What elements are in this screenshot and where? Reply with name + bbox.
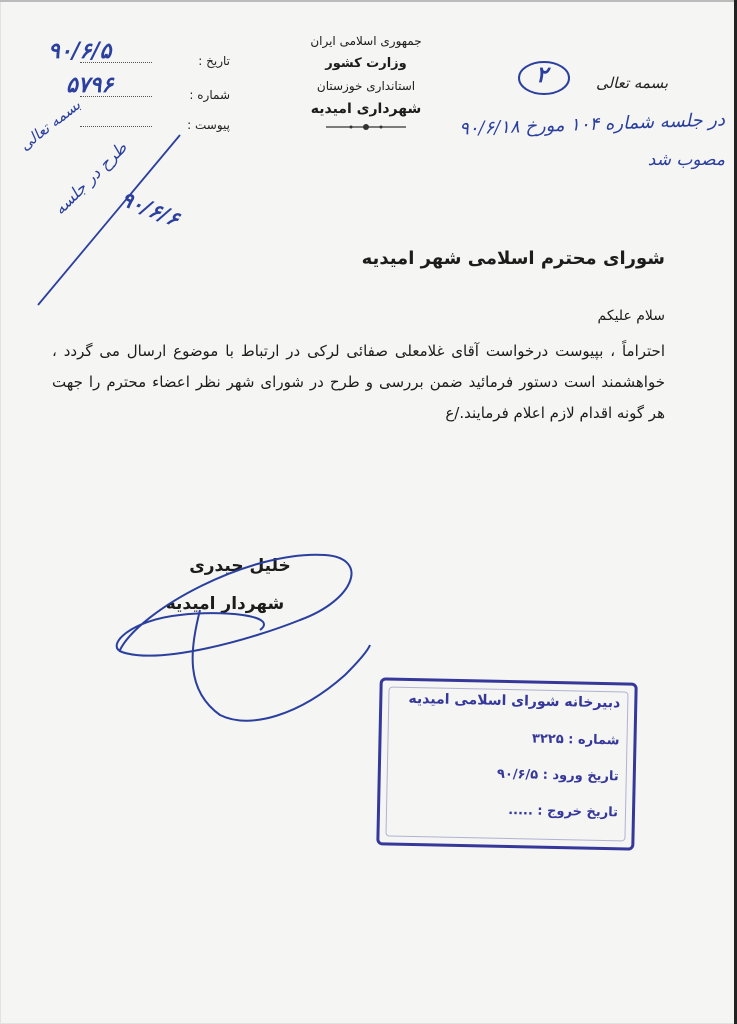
header-ministry: وزارت کشور <box>325 56 407 71</box>
referral-note-line-1: در جلسه شماره ۱۰۴ مورخ ۹۰/۶/۱۸ <box>458 109 726 140</box>
signer-title: شهردار امیدیه <box>165 594 285 614</box>
header-country: جمهوری اسلامی ایران <box>310 34 422 48</box>
margin-note-2: طرح در جلسه <box>50 137 131 219</box>
circled-number: ۲ <box>536 62 548 88</box>
date-value: ۹۰/۶/۵ <box>48 38 112 64</box>
margin-slash-line <box>30 130 190 310</box>
margin-date: ۹۰/۶/۶ <box>117 185 183 232</box>
secretariat-stamp <box>376 677 637 850</box>
signer-name: خلیل حیدری <box>189 556 291 576</box>
scan-edge-top <box>0 0 737 2</box>
ornament-divider <box>321 121 411 133</box>
bismillah-handwritten: بسمه تعالی <box>596 74 669 92</box>
stamp-number: شماره : ۳۲۲۵ <box>531 731 620 749</box>
attachment-label: پیوست : <box>187 118 230 132</box>
header-municipality: شهرداری امیدیه <box>310 101 422 117</box>
header-province: استانداری خوزستان <box>316 79 416 93</box>
number-dots <box>80 96 152 97</box>
margin-note-1: بسمه تعالی <box>16 95 84 155</box>
date-label: تاریخ : <box>198 54 230 68</box>
meta-number-row <box>150 84 230 103</box>
greeting: سلام علیکم <box>597 308 665 324</box>
addressee: شورای محترم اسلامی شهر امیدیه <box>361 248 665 269</box>
letterhead <box>276 34 456 137</box>
date-dots <box>80 62 152 63</box>
handwritten-signature <box>100 530 380 730</box>
stamp-title: دبیرخانه شورای اسلامی امیدیه <box>408 690 621 712</box>
number-label: شماره : <box>189 88 230 102</box>
stamp-exit-date: تاریخ خروج : ..... <box>507 803 619 821</box>
referral-note-line-2: مصوب شد <box>647 150 725 170</box>
attachment-dots <box>80 126 152 127</box>
letter-body: احتراماً ، بپیوست درخواست آقای غلامعلی صفائی لرکی در ارتباط با موضوع ارسال می گردد ، خواهشمند است دستور فرمائید ضمن بررسی و طرح در شورای شهر نظر اعضاء محترم را جهت هر گونه اقدام لازم اعلام فرمایند./ع <box>52 342 665 422</box>
stamp-entry-date: تاریخ ورود : ۹۰/۶/۵ <box>496 766 619 785</box>
number-value: ۵۷۹۶ <box>66 72 114 98</box>
meta-date-row <box>150 50 230 69</box>
